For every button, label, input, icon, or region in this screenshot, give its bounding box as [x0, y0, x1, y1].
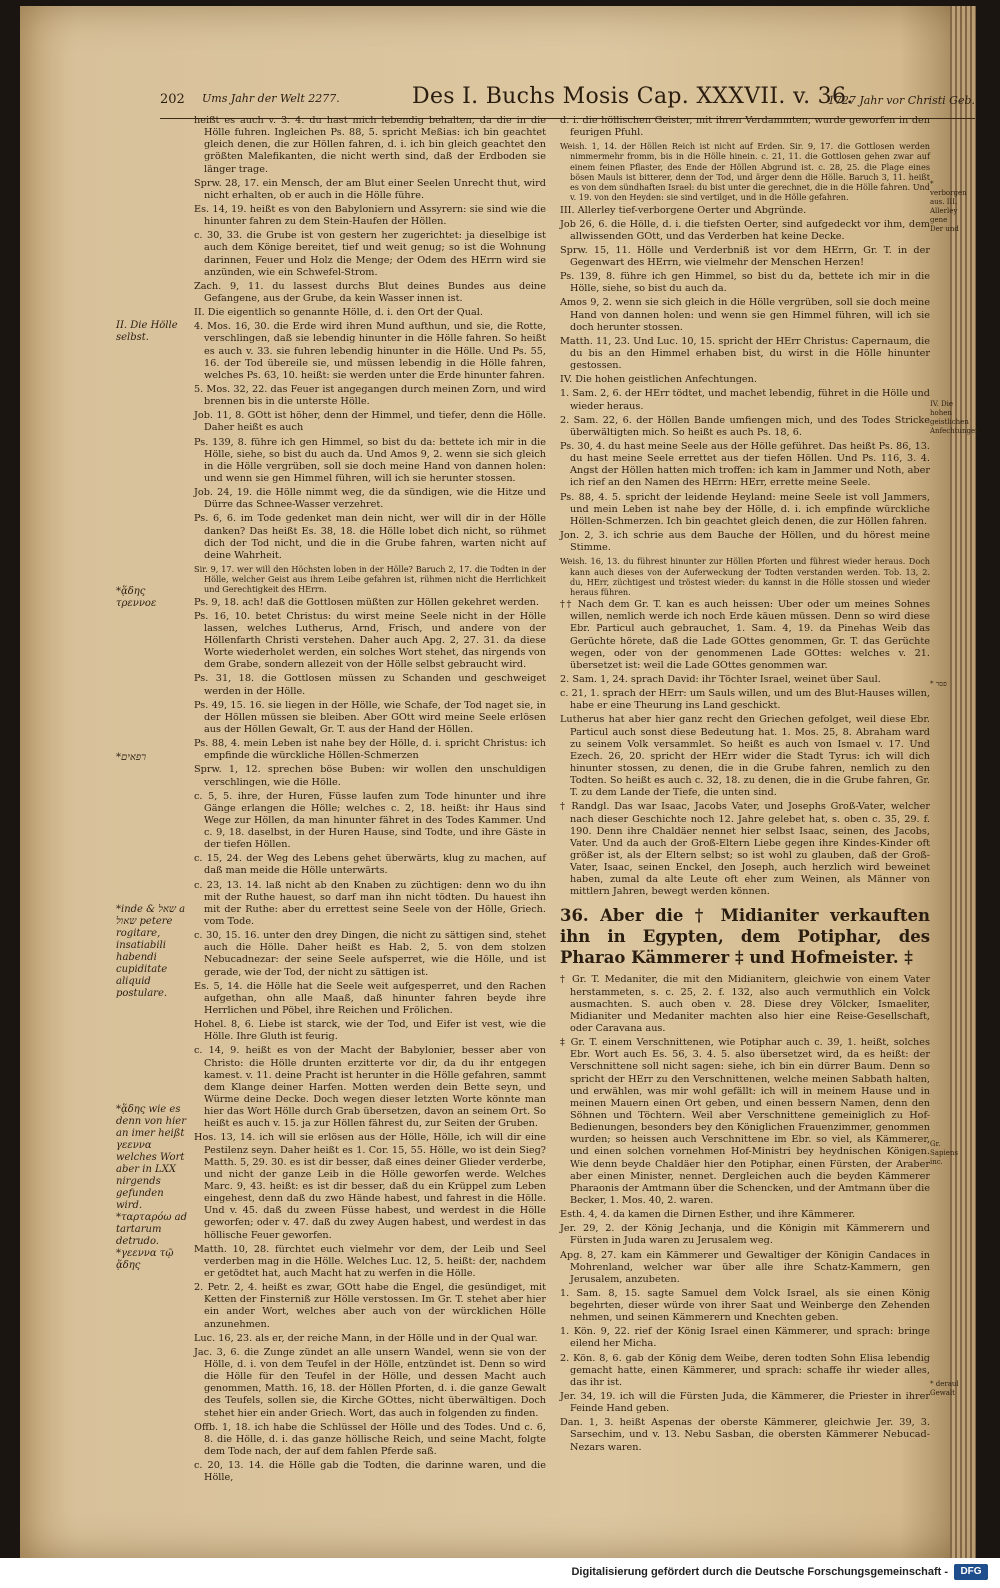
page-number: 202 — [160, 92, 185, 107]
paragraph: d. i. die höllischen Geister, mit ihren Verdammten, wurde geworfen in den feurigen Pfuhl. — [560, 115, 930, 139]
paragraph: †† Nach dem Gr. T. kan es auch heissen: Uber oder um meines Sohnes willen, nemlich werde ich noch Erde käuen müssen. Denn so wird diese Ebr. Particul auch gebrauchet, 1. Sam. 4, 19. da Pinehas Weib das Gerüchte hörete, daß die Lade GOttes genommen, Gr. T. das Gerüchte wegen, oder von der genommenen Lade GOttes: welches v. 21. übersetzet ist: weil die Lade GOttes genommen war. — [560, 599, 930, 671]
paragraph: 2. Sam. 22, 6. der Höllen Bande umfiengen mich, und des Todes Stricke überwältigten mich. So heißt es auch Ps. 18, 6. — [560, 414, 930, 438]
footer-credit: Digitalisierung gefördert durch die Deutsche Forschungsgemeinschaft - — [571, 1566, 948, 1578]
paragraph: 5. Mos. 32, 22. das Feuer ist angegangen durch meinen Zorn, und wird brennen bis in die unterste Hölle. — [194, 383, 546, 408]
running-header — [160, 84, 975, 119]
paragraph: c. 23, 13. 14. laß nicht ab den Knaben zu züchtigen: denn wo du ihn mit der Ruthe hauest, so darf man ihn nicht tödten. Du hauest ihn mit der Ruthe: aber du errettest seine Seele von der Hölle, Griech. vom Tode. — [194, 879, 546, 928]
paragraph: c. 30, 33. die Grube ist von gestern her zugerichtet: ja dieselbige ist auch dem Könige bereitet, tief und weit genug; so ist die Wohnung darinnen, Feuer und Holz die Menge; der Odem des HErrn wird sie anzünden, wie ein Schwefel-Strom. — [194, 230, 546, 278]
paragraph: Weish. 16, 13. du führest hinunter zur Höllen Pforten und führest wieder heraus. Doch kann auch dieses von der Auferweckung der Todten verstanden werden. Tob. 13, 2. du, HErr, züchtigest und tröstest wieder: du kannst in die Hölle stossen und wieder heraus führen. — [560, 556, 930, 597]
dfg-logo-icon: DFG — [954, 1564, 988, 1580]
paragraph: III. Allerley tief-verborgene Oerter und Abgründe. — [560, 204, 807, 216]
margin-note: II. Die Hölle selbst. — [116, 320, 178, 343]
paragraph: Ps. 30, 4. du hast meine Seele aus der Hölle geführet. Das heißt Ps. 86, 13. du hast meine Seele errettet aus der tiefen Höllen. Und Ps. 116, 3. 4. Angst der Höllen hatten mich troffen: ich kam in Jammer und Noth, aber ich rief an den Namen des HErrn: HErr, errette meine Seele. — [560, 441, 930, 489]
page-edge — [950, 6, 976, 1558]
paragraph: c. 30, 15. 16. unter den drey Dingen, die nicht zu sättigen sind, stehet auch die Hölle. Daher heißt es Hab. 2, 5. von dem stolzen Nebucadnezar: der seine Seele aufsperret, wie die Hölle, und ist gerade, wie der Tod, der nicht zu sättigen ist. — [194, 930, 546, 978]
margin-note: * פסר — [930, 680, 947, 688]
paragraph: Es. 5, 14. die Hölle hat die Seele weit aufgesperret, und den Rachen aufgethan, ohn alle Maaß, daß hinunter fahren beyde ihre Herrlichen und Pöbel, ihre Reichen und Frölichen. — [194, 980, 546, 1017]
paragraph: Sir. 9, 17. wer will den Höchsten loben in der Hölle? Baruch 2, 17. die Todten in der Hölle, welcher Geist aus ihrem Leibe gefahren ist, rühmen nicht die Herrlichkeit und Gerechtigkeit des HErrn. — [194, 563, 546, 595]
margin-note: *ᾅδης τρεννοε — [116, 586, 157, 609]
paragraph: † Randgl. Das war Isaac, Jacobs Vater, und Josephs Groß-Vater, welcher nach dieser Geschichte noch 12. Jahre gelebet hat, s. oben c. 35, 29. f. 190. Denn ihre Chaldäer nennet hier selbst Isaac, seinen, des Jacobs, Vater. Und da auch der Groß-Eltern Liebe gegen ihre Kindes-Kinder oft größer ist, als der Eltern selbst; so ist wohl zu glauben, daß der Groß-Vater, Isaac, seinen Enckel, den Joseph, auch herzlich wird beweinet haben, zumal da alte Leute oft eher zum Weinen, als Männer von mittlern Jahren, bewegt werden können. — [560, 801, 930, 898]
paragraph: 2. Kön. 8, 6. gab der König dem Weibe, deren todten Sohn Elisa lebendig gemacht hatte, einen Kämmerer, und sprach: schaffe ihr wieder alles, das ihr ist. — [560, 1352, 930, 1388]
paragraph: Es. 14, 19. heißt es von den Babyloniern und Assyrern: sie sind wie die hinunter fahren zu dem Stein-Haufen der Höllen. — [194, 203, 546, 228]
paragraph: Ps. 9, 18. ach! daß die Gottlosen müßten zur Höllen gekehret werden. — [194, 596, 540, 608]
paragraph: ‡ Gr. T. einem Verschnittenen, wie Potiphar auch c. 39, 1. heißt, solches Ebr. Wort auch Es. 56, 3. 4. 5. also übersetzet wird, da es heißt: der Verschnittene soll nicht sagen: siehe, ich bin ein dürrer Baum. Denn so spricht der HErr zu den Verschnittenen, welche meinen Sabbath halten, und erwählen, was mir wohl gefällt: ich will in meinem Hause und in meinen Mauern einen Ort geben, und einen bessern Namen, denn den Söhnen und Töchtern. Weil aber Verschnittene gemeiniglich zu Hof-Bedienungen, besonders bey den Königlichen Frauenzimmer, genommen wurden; so heissen auch Verschnittene im Ebr. so viel, als Kämmerer, und einen solchen vornehmen Hof-Ministri bey heydnischen Königen. Wie denn beyde Chaldäer hier den Potiphar, einen Fürsten, der Araber aber einen Minister, nennet. Dergleichen auch die beyden Kämmerer Pharaonis der Amtmann über die Schencken, und der Amtmann über die Becker, 1. Mos. 40, 2. waren. — [560, 1037, 930, 1206]
paragraph: Ps. 88, 4. mein Leben ist nahe bey der Hölle, d. i. spricht Christus: ich empfinde die würckliche Höllen-Schmerzen — [194, 738, 546, 762]
right-text-column — [560, 115, 930, 1456]
margin-note: Gr. Sapiens inc. — [930, 1140, 958, 1166]
margin-note: *רפאים — [116, 752, 147, 763]
paragraph: 1. Sam. 8, 15. sagte Samuel dem Volck Israel, als sie einen König begehrten, dieser würde von ihrer Saat und Weinberge den Zehenden nehmen, und seinen Kämmerern und Knechten geben. — [560, 1287, 930, 1324]
header-year-right: 1727 Jahr vor Christi Geb. — [827, 94, 975, 107]
paragraph: 4. Mos. 16, 30. die Erde wird ihren Mund aufthun, und sie, die Rotte, verschlingen, daß sie lebendig hinunter in die Hölle fahren. So heißt es auch v. 33. sie fuhren lebendig hinunter in die Hölle. Und Ps. 55, 16. der Tod übereile sie, und müssen lebendig in die Hölle fahren, welches Ps. 63, 10. heißt: sie werden unter die Erde hinunter fahren. — [194, 321, 546, 381]
verse-heading: 36. Aber die † Midianiter verkauften ihn in Egypten, dem Potiphar, des Pharao Kämmerer ‡ und Hofmeister. ‡ — [560, 906, 930, 967]
paragraph: Amos 9, 2. wenn sie sich gleich in die Hölle vergrüben, soll sie doch meine Hand von dannen holen: und wenn sie gen Himmel führen, will ich sie doch herunter stossen. — [560, 297, 930, 333]
paragraph: Jer. 34, 19. ich will die Fürsten Juda, die Kämmerer, die Priester in ihrer Feinde Hand geben. — [560, 1391, 930, 1415]
paragraph: Hohel. 8, 6. Liebe ist starck, wie der Tod, und Eifer ist vest, wie die Hölle. Ihre Gluth ist feurig. — [194, 1019, 546, 1043]
paragraph: Jac. 3, 6. die Zunge zündet an alle unsern Wandel, wenn sie von der Hölle, d. i. von dem Teufel in der Hölle, entzündet ist. Denn so wird die Hölle für den Teufel in der Hölle, und dessen Macht auch genommen, Matth. 16, 18. der Höllen Pforten, d. i. die ganze Gewalt des Teufels, sollen sie, die Kirche GOttes, nicht überwältigen. Doch stehet hier ein ander Griech. Wort, das auch in folgenden zu finden. — [194, 1346, 546, 1419]
paragraph: Jer. 29, 2. der König Jechanja, und die Königin mit Kämmerern und Fürsten in Juda waren zu Jerusalem weg. — [560, 1223, 930, 1247]
margin-note: IV. Die hohen geistlichen Anfechtungen — [930, 400, 980, 435]
paragraph: c. 14, 9. heißt es von der Macht der Babylonier, besser aber von Christo: die Hölle drunten erzitterte vor dir, da du ihr entgegen kamest. v. 11. deine Pracht ist herunter in die Hölle gefahren, sammt dem Klange deiner Harfen. Motten werden dein Bette seyn, und Würme deine Decke. Doch wegen dieser letzten Worte könnte man hier das Wort Hölle durch Grab übersetzen, davon an seinem Ort. So heißt es auch v. 15. ja zur Höllen fährest du, zur Seiten der Gruben. — [194, 1045, 546, 1130]
paragraph: 1. Kön. 9, 22. rief der König Israel einen Kämmerer, und sprach: bringe eilend her Micha. — [560, 1326, 930, 1350]
header-title: Des I. Buchs Mosis Cap. XXXVII. v. 36. — [412, 84, 854, 109]
paragraph: c. 20, 13. 14. die Hölle gab die Todten, die darinne waren, und die Hölle, — [194, 1460, 546, 1484]
paragraph: 1. Sam. 2, 6. der HErr tödtet, und machet lebendig, führet in die Hölle und wieder heraus. — [560, 388, 930, 412]
paragraph: heißt es auch v. 3. 4. du hast mich lebendig behalten, da die in die Hölle fuhren. Ingleichen Ps. 88, 5. spricht Meßias: ich bin geachtet gleich denen, die zur Höllen fahren, d. i. ich bin gleich geachtet den größten Malefikanten, die nicht werth sind, daß der Erdboden sie länger trage. — [194, 115, 546, 175]
paragraph: Jon. 2, 3. ich schrie aus dem Bauche der Höllen, und du hörest meine Stimme. — [560, 530, 930, 554]
paragraph: Zach. 9, 11. du lassest durchs Blut deines Bundes aus deine Gefangene, aus der Grube, da kein Wasser innen ist. — [194, 280, 546, 304]
paragraph: Ps. 16, 10. betet Christus: du wirst meine Seele nicht in der Hölle lassen, welches Lutherus, Arnd, Frisch, und andere von der Höllenfarth Christi verstehen. Daher auch Apg. 2, 27. 31. da diese Worte wiederholet werden, ein solches Wort stehet, das nirgends von dem Grabe, sondern allezeit von der Hölle selbst gebraucht wird. — [194, 610, 546, 671]
paragraph: c. 5, 5. ihre, der Huren, Füsse laufen zum Tode hinunter und ihre Gänge erlangen die Hölle; welches c. 2, 18. heißt: ihr Haus sind Wege zur Höllen, da man hinunter fähret in des Todes Kammer. Und c. 9, 18. daselbst, in der Huren Hause, sind Todte, und ihre Gäste in der tiefen Höllen. — [194, 790, 546, 851]
paragraph: Job 26, 6. die Hölle, d. i. die tiefsten Oerter, sind aufgedeckt vor ihm, dem allwissenden GOtt, und das Verderben hat keine Decke. — [560, 218, 930, 242]
paragraph: Dan. 1, 3. heißt Aspenas der oberste Kämmerer, gleichwie Jer. 39, 3. Sarsechim, und v. 13. Nebu Sasban, die obersten Kämmerer Nebucad-Nezars waren. — [560, 1417, 930, 1453]
paragraph: Offb. 1, 18. ich habe die Schlüssel der Hölle und des Todes. Und c. 6, 8. die Hölle, d. i. das ganze höllische Reich, und seine Macht, folgte dem Tode nach, der auf dem fahlen Pferde saß. — [194, 1421, 546, 1457]
paragraph: 2. Sam. 1, 24. sprach David: ihr Töchter Israel, weinet über Saul. — [560, 673, 881, 685]
paragraph: Ps. 6, 6. im Tode gedenket man dein nicht, wer will dir in der Hölle danken? Das heißt Es. 38, 18. die Hölle lobet dich nicht, so rühmet dich der Tod nicht, und die in die Grube fahren, warten nicht auf deine Wahrheit. — [194, 513, 546, 561]
paragraph: Matth. 11, 23. Und Luc. 10, 15. spricht der HErr Christus: Capernaum, die du bis an den Himmel erhaben bist, du wirst in die Hölle hinunter gestossen. — [560, 335, 930, 372]
paragraph: Ps. 88, 4. 5. spricht der leidende Heyland: meine Seele ist voll Jammers, und mein Leben ist nahe bey der Hölle, d. i. ich empfinde würckliche Höllen-Schmerzen. Ich bin geachtet gleich denen, die zur Höllen fahren. — [560, 491, 930, 527]
paragraph: IV. Die hohen geistlichen Anfechtungen. — [560, 374, 757, 386]
paragraph: Ps. 139, 8. führe ich gen Himmel, so bist du da: bettete ich mir in die Hölle, siehe, so bist du auch da. Und Amos 9, 2. wenn sie sich gleich in die Hölle vergrüben, soll sie doch meine Hand von dannen holen: und wenn sie gen Himmel führen, will ich sie herunter stossen. — [194, 436, 546, 484]
paragraph: Sprw. 28, 17. ein Mensch, der am Blut einer Seelen Unrecht thut, wird nicht erhalten, ob er auch in die Hölle führe. — [194, 177, 546, 201]
paragraph: Job. 11, 8. GOtt ist höher, denn der Himmel, und tiefer, denn die Hölle. Daher heißt es auch — [194, 410, 546, 434]
digitization-footer — [0, 1558, 1000, 1588]
header-year-left: Ums Jahr der Welt 2277. — [202, 92, 340, 105]
paragraph: c. 15, 24. der Weg des Lebens gehet überwärts, klug zu machen, auf daß man meide die Hölle unterwärts. — [194, 853, 546, 877]
margin-note: *inde & שאל a שאול petere rogitare, insatiabili habendi cupiditate aliquid postulare. — [116, 904, 186, 999]
paragraph: Hos. 13, 14. ich will sie erlösen aus der Hölle, Hölle, ich will dir eine Pestilenz seyn. Daher heißt es 1. Cor. 15, 55. Hölle, wo ist dein Sieg? Matth. 5, 29. 30. es ist dir besser, daß eines deiner Glieder verderbe, und nicht der ganze Leib in die Hölle geworfen werde. Welches Marc. 9, 43. heißt: es ist dir besser, daß du ein Krüppel zum Leben eingehest, denn daß du zwo Hände habest, und fahrest in die Hölle. Und v. 45. daß du zween Füsse habest, und werdest in die Hölle geworfen; oder v. 47. daß du zwey Augen habest, und werdest in das höllische Feuer geworfen. — [194, 1132, 546, 1241]
left-text-column — [194, 115, 546, 1486]
paragraph: Sprw. 1, 12. sprechen böse Buben: wir wollen den unschuldigen verschlingen, wie die Hölle. — [194, 764, 546, 788]
paragraph: II. Die eigentlich so genannte Hölle, d. i. den Ort der Qual. — [194, 307, 483, 319]
paragraph: 2. Petr. 2, 4. heißt es zwar, GOtt habe die Engel, die gesündiget, mit Ketten der Finsterniß zur Hölle verstossen. Im Gr. T. stehet aber hier ein ander Wort, welches aber auch von der würcklichen Hölle anzunehmen. — [194, 1282, 546, 1330]
margin-note: *ᾅδης wie es denn von hier an imer heißt γεεννα welches Wort aber in LXX nirgends gefunden wird. *ταρταρόω ad tartarum detrudo. *γεεννα τῷ ᾅδης — [116, 1104, 188, 1271]
paragraph: c. 21, 1. sprach der HErr: um Sauls willen, und um des Blut-Hauses willen, habe er eine Theurung ins Land geschickt. — [560, 688, 930, 712]
paragraph: Luc. 16, 23. als er, der reiche Mann, in der Hölle und in der Qual war. — [194, 1332, 538, 1344]
paragraph: Ps. 49, 15. 16. sie liegen in der Hölle, wie Schafe, der Tod naget sie, in der Höllen müssen sie bleiben. Aber GOtt wird meine Seele erlösen aus der Höllen Gewalt, Gr. T. aus der Hand der Höllen. — [194, 699, 546, 735]
paragraph: Sprw. 15, 11. Hölle und Verderbniß ist vor dem HErrn, Gr. T. in der Gegenwart des HErrn, wie vielmehr der Menschen Herzen! — [560, 244, 930, 269]
paragraph: Esth. 4, 4. da kamen die Dirnen Esther, und ihre Kämmerer. — [560, 1209, 856, 1221]
paragraph: Job. 24, 19. die Hölle nimmt weg, die da sündigen, wie die Hitze und Dürre das Schnee-Wasser verzehret. — [194, 487, 546, 511]
paragraph: Weish. 1, 14. der Höllen Reich ist nicht auf Erden. Sir. 9, 17. die Gottlosen werden nimmermehr fromm, bis in die Hölle hinein. c. 21, 11. die Gottlosen gehen zwar auf einem feinen Pflaster, des Ende der Höllen Abgrund ist. c. 28, 25. die Plage eines bösen Mauls ist bitterer, denn der Tod, und ärger denn die Hölle. Baruch 3, 11. heißt es von dem sündhaften Israel: du bist unter die gerechnet, die in die Hölle fahren. Und v. 19. von den Heyden: sie sind vertilget, und in die Hölle gefahren. — [560, 141, 930, 203]
paragraph: Ps. 139, 8. führe ich gen Himmel, so bist du da, bettete ich mir in die Hölle, siehe, so bist du auch da. — [560, 271, 930, 295]
paragraph: Lutherus hat aber hier ganz recht den Griechen gefolget, weil diese Ebr. Particul auch sonst diese Bedeutung hat. 1. Mos. 25, 8. Abraham ward zu seinem Volk versammlet. So heißt es auch von Ismael v. 17. Und Ezech. 26, 20. spricht der HErr wider die Stadt Tyrus: ich will dich hinunter stossen, zu denen, die in die Grube fahren, nemlich zu den Todten. So heißt es auch c. 32, 18. zu denen, die in die Grube fahren, Gr. T. zu dem Lande der Tiefe, die unten sind. — [560, 714, 930, 799]
paragraph: Matth. 10, 28. fürchtet euch vielmehr vor dem, der Leib und Seel verderben mag in die Hölle. Welches Luc. 12, 5. heißt: der, nachdem er getödtet hat, auch Macht hat zu werfen in die Hölle. — [194, 1243, 546, 1279]
margin-note: * deraul Gewalt — [930, 1380, 959, 1397]
paragraph: Ps. 31, 18. die Gottlosen müssen zu Schanden und geschweiget werden in der Hölle. — [194, 673, 546, 697]
paragraph: † Gr. T. Medaniter, die mit den Midianitern, gleichwie von einem Vater herstammeten, s. c. 25, 2. f. 132, also auch vermuthlich ein Volck ausmachten. S. auch oben v. 28. Diese drey Völcker, Ismaeliter, Midianiter und Medaniter machten also hier eine Reise-Gesellschaft, oder Caravana aus. — [560, 974, 930, 1034]
margin-note: * verborgen aus. III. Allerley gene Der und — [930, 180, 967, 233]
paragraph: Apg. 8, 27. kam ein Kämmerer und Gewaltiger der Königin Candaces in Mohrenland, welcher war über alle ihre Schatz-Kammern, gen Jerusalem, anzubeten. — [560, 1249, 930, 1285]
